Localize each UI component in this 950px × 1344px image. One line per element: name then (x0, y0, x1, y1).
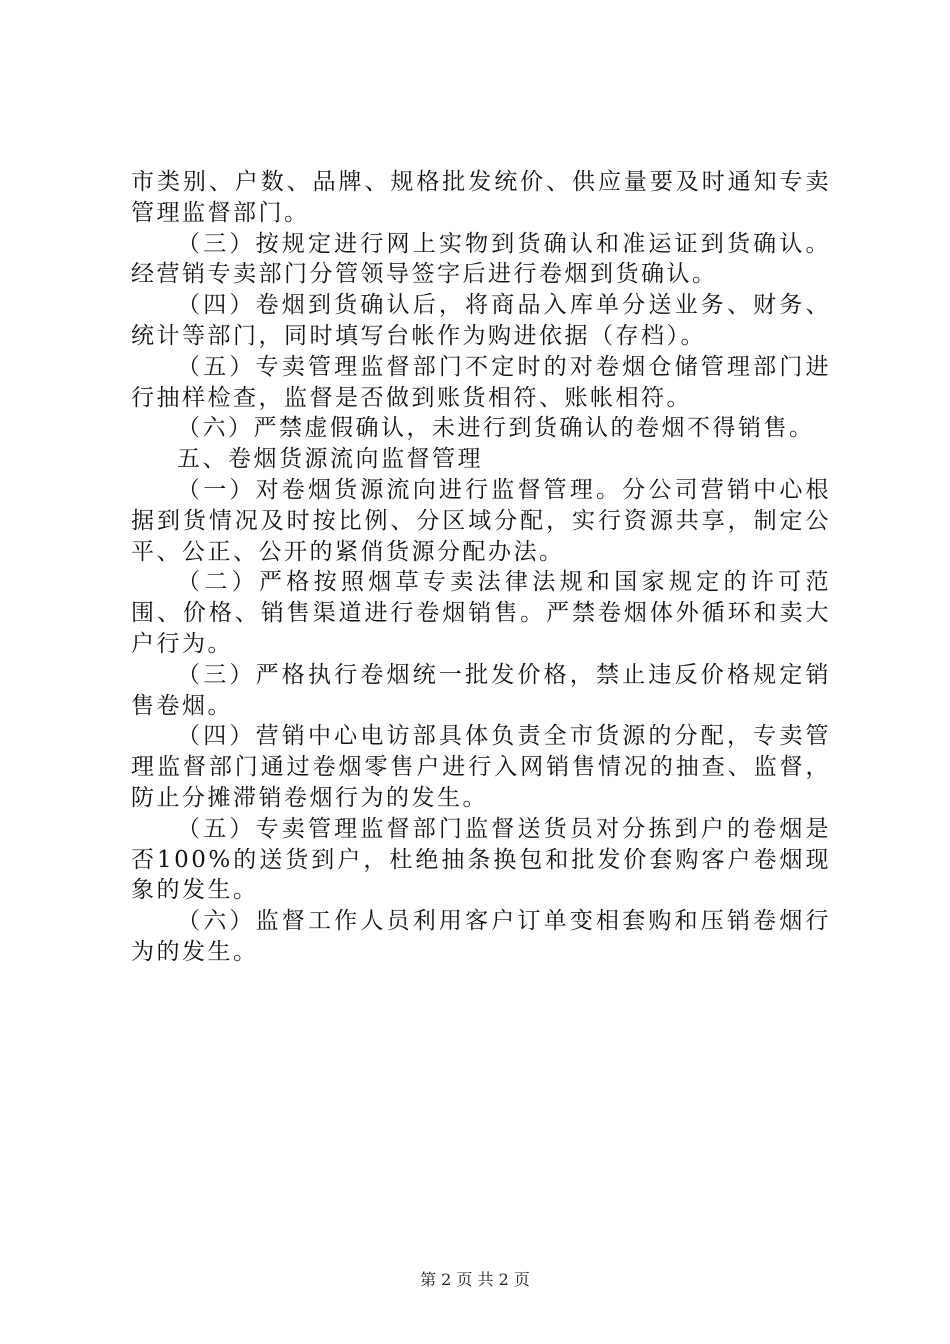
paragraph-section5-item-5: （五）专卖管理监督部门监督送货员对分拣到户的卷烟是否100%的送货到户，杜绝抽条换包和批发价套购客户卷烟现象的发生。 (131, 815, 831, 904)
paragraph-section5-item-4: （四）营销中心电访部具体负责全市货源的分配，专卖管理监督部门通过卷烟零售户进行入网销售情况的抽查、监督，防止分摊滞销卷烟行为的发生。 (131, 723, 831, 811)
section-heading: 五、卷烟货源流向监督管理 (177, 446, 483, 473)
paragraph-continuation: 市类别、户数、品牌、规格批发统价、供应量要及时通知专卖管理监督部门。 (131, 169, 831, 226)
paragraph-section5-item-3: （三）严格执行卷烟统一批发价格，禁止违反价格规定销售卷烟。 (131, 661, 831, 719)
paragraph-item-6: （六）严禁虚假确认，未进行到货确认的卷烟不得销售。 (177, 415, 815, 442)
paragraph-section5-item-2: （二）严格按照烟草专卖法律法规和国家规定的许可范围、价格、销售渠道进行卷烟销售。严禁卷烟体外循环和卖大户行为。 (131, 569, 831, 657)
paragraph-item-5: （五）专卖管理监督部门不定时的对卷烟仓储管理部门进行抽样检查，监督是否做到账货相符、账帐相符。 (131, 353, 831, 411)
document-body (131, 167, 831, 968)
paragraph-section5-item-6: （六）监督工作人员利用客户订单变相套购和压销卷烟行为的发生。 (131, 908, 831, 965)
paragraph-item-3: （三）按规定进行网上实物到货确认和准运证到货确认。经营销专卖部门分管领导签字后进行卷烟到货确认。 (131, 230, 831, 288)
paragraph-item-4: （四）卷烟到货确认后，将商品入库单分送业务、财务、统计等部门，同时填写台帐作为购进依据（存档）。 (131, 292, 831, 349)
paragraph-section5-item-1: （一）对卷烟货源流向进行监督管理。分公司营销中心根据到货情况及时按比例、分区域分配，实行资源共享，制定公平、公正、公开的紧俏货源分配办法。 (131, 476, 831, 565)
page-footer: 第 2 页 共 2 页 (420, 1270, 530, 1289)
